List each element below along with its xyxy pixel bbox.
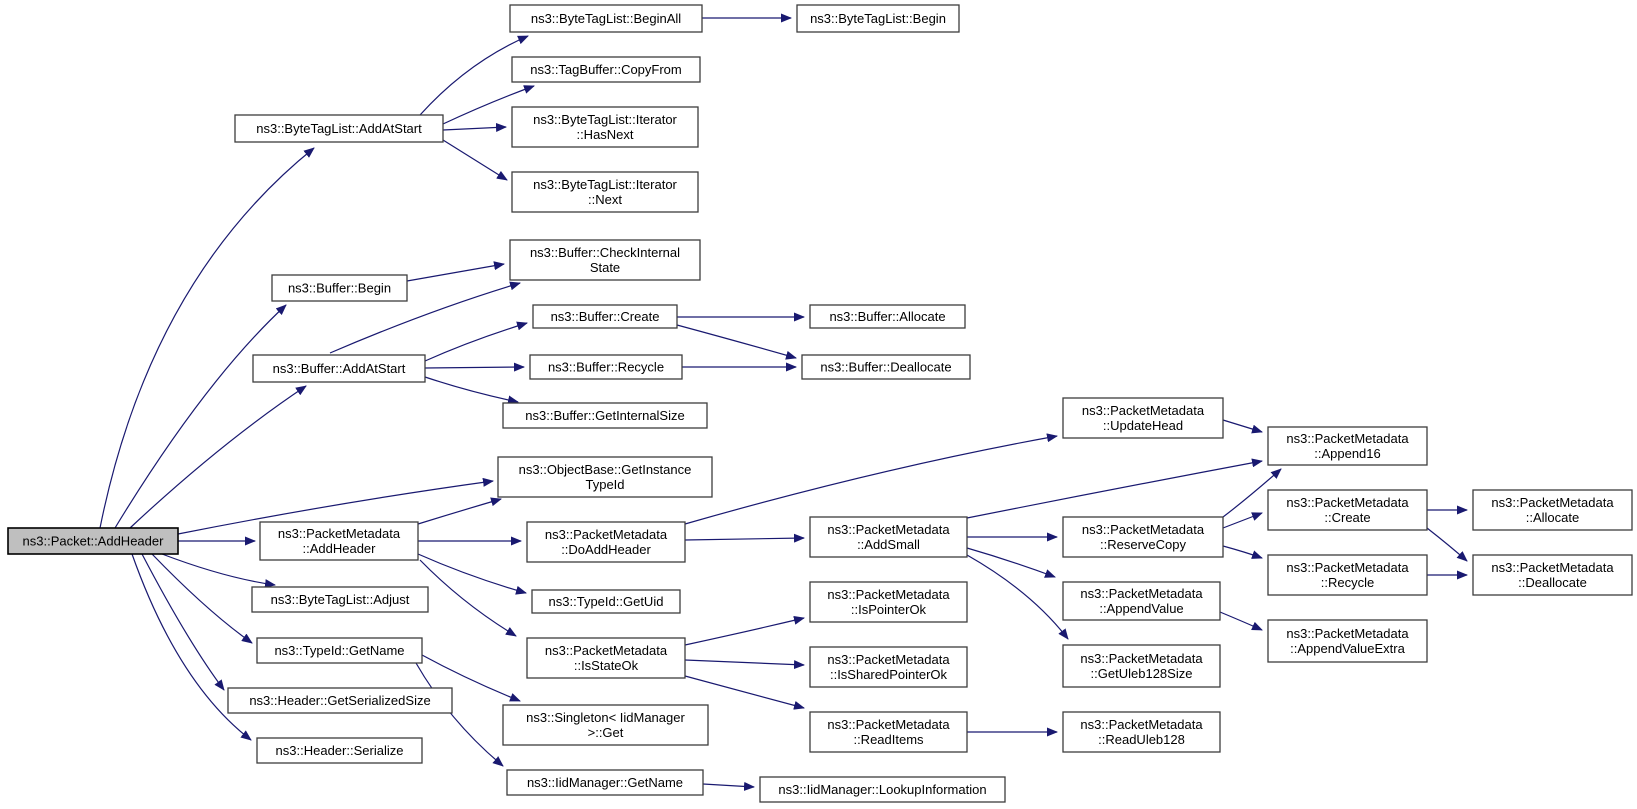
node-label-buffer-deallocate: ns3::Buffer::Deallocate <box>820 359 952 375</box>
edge-packet-addheader-buffer-addatstart <box>130 386 306 528</box>
edge-packetmetadata-updatehead-packetmetadata-append16 <box>1223 420 1262 432</box>
node-packetmetadata-isstateok[interactable] <box>527 638 685 678</box>
node-label-packetmetadata-isstateok: ns3::PacketMetadata ::IsStateOk <box>544 643 668 673</box>
node-label-singleton-iidmanager-get: ns3::Singleton< IidManager >::Get <box>526 710 685 740</box>
edge-packetmetadata-addsmall-packetmetadata-getuleb128size <box>967 555 1068 639</box>
node-label-packetmetadata-allocate: ns3::PacketMetadata ::Allocate <box>1491 495 1614 525</box>
edge-packetmetadata-addheader-packetmetadata-isstateok <box>420 560 516 636</box>
node-bytetaglist-iterator-next[interactable] <box>512 172 698 212</box>
node-label-packetmetadata-create: ns3::PacketMetadata ::Create <box>1286 495 1409 525</box>
node-packetmetadata-create[interactable] <box>1268 490 1427 530</box>
edge-packetmetadata-isstateok-packetmetadata-issharedpointerok <box>685 660 804 665</box>
node-label-bytetaglist-beginall: ns3::ByteTagList::BeginAll <box>530 11 682 26</box>
node-packetmetadata-readitems[interactable] <box>810 712 967 752</box>
node-buffer-deallocate[interactable] <box>802 355 970 379</box>
node-label-buffer-recycle: ns3::Buffer::Recycle <box>547 359 665 375</box>
node-buffer-recycle[interactable] <box>530 355 682 379</box>
node-label-packetmetadata-appendvalueextra: ns3::PacketMetadata ::AppendValueExtra <box>1286 626 1409 656</box>
edge-packetmetadata-doaddheader-packetmetadata-addsmall <box>685 538 804 540</box>
node-buffer-checkinternalstate[interactable] <box>510 240 700 280</box>
edge-packetmetadata-appendvalue-packetmetadata-appendvalueextra <box>1220 612 1262 630</box>
node-label-packetmetadata-getuleb128size: ns3::PacketMetadata ::GetUleb128Size <box>1080 651 1203 681</box>
edge-bytetaglist-addatstart-bytetaglist-iterator-next <box>443 140 507 180</box>
edge-buffer-begin-buffer-checkinternalstate <box>407 264 504 281</box>
node-label-bytetaglist-iterator-next: ns3::ByteTagList::Iterator ::Next <box>533 177 677 207</box>
node-packet-addheader[interactable] <box>8 528 178 554</box>
node-typeid-getuid[interactable] <box>532 590 680 613</box>
edge-packet-addheader-buffer-begin <box>115 305 286 528</box>
edge-packet-addheader-bytetaglist-addatstart <box>100 148 314 528</box>
edge-bytetaglist-addatstart-bytetaglist-iterator-hasnext <box>443 127 506 130</box>
node-label-bytetaglist-addatstart: ns3::ByteTagList::AddAtStart <box>256 121 422 136</box>
node-label-packetmetadata-issharedpointerok: ns3::PacketMetadata ::IsSharedPointerOk <box>827 652 950 682</box>
node-packetmetadata-addheader[interactable] <box>260 522 418 560</box>
node-label-buffer-addatstart: ns3::Buffer::AddAtStart <box>272 361 406 376</box>
node-label-packet-addheader: ns3::Packet::AddHeader <box>22 533 164 549</box>
node-packetmetadata-reservecopy[interactable] <box>1063 517 1223 557</box>
node-label-bytetaglist-begin: ns3::ByteTagList::Begin <box>810 11 946 26</box>
node-packetmetadata-append16[interactable] <box>1268 427 1427 465</box>
node-label-buffer-allocate: ns3::Buffer::Allocate <box>829 309 946 324</box>
node-label-buffer-checkinternalstate: ns3::Buffer::CheckInternal State <box>529 245 681 275</box>
node-header-serialize[interactable] <box>257 738 422 763</box>
node-typeid-getname[interactable] <box>257 638 422 663</box>
node-label-typeid-getname: ns3::TypeId::GetName <box>274 643 405 658</box>
edge-buffer-create-buffer-deallocate <box>677 325 796 358</box>
edge-buffer-addatstart-buffer-recycle <box>425 367 524 368</box>
node-label-bytetaglist-adjust: ns3::ByteTagList::Adjust <box>270 592 410 607</box>
node-packetmetadata-recycle[interactable] <box>1268 555 1427 595</box>
node-packetmetadata-readuleb128[interactable] <box>1063 712 1220 752</box>
edge-packetmetadata-reservecopy-packetmetadata-create <box>1223 513 1262 528</box>
node-label-packetmetadata-addsmall: ns3::PacketMetadata ::AddSmall <box>827 522 950 552</box>
node-label-packetmetadata-doaddheader: ns3::PacketMetadata ::DoAddHeader <box>544 527 668 557</box>
node-label-buffer-create: ns3::Buffer::Create <box>550 309 660 324</box>
edge-buffer-addatstart-buffer-getinternalsize <box>425 377 518 402</box>
node-label-iidmanager-getname: ns3::IidManager::GetName <box>526 775 684 790</box>
edge-packetmetadata-isstateok-packetmetadata-readitems <box>685 676 804 708</box>
node-label-packetmetadata-updatehead: ns3::PacketMetadata ::UpdateHead <box>1081 403 1205 433</box>
node-bytetaglist-begin[interactable] <box>797 5 959 32</box>
node-buffer-addatstart[interactable] <box>253 355 425 382</box>
node-label-header-getserializedsize: ns3::Header::GetSerializedSize <box>249 693 431 708</box>
node-packetmetadata-doaddheader[interactable] <box>527 522 685 562</box>
node-iidmanager-lookupinformation[interactable] <box>760 777 1005 802</box>
node-buffer-begin[interactable] <box>272 275 407 301</box>
edge-packetmetadata-create-packetmetadata-deallocate <box>1427 528 1467 561</box>
node-bytetaglist-beginall[interactable] <box>510 5 702 32</box>
node-packetmetadata-ispointerok[interactable] <box>810 582 967 622</box>
node-packetmetadata-appendvalue[interactable] <box>1063 582 1220 620</box>
node-singleton-iidmanager-get[interactable] <box>503 705 708 745</box>
node-bytetaglist-iterator-hasnext[interactable] <box>512 107 698 147</box>
edge-packetmetadata-addheader-objectbase-getinstancetypeid <box>418 499 501 524</box>
node-label-packetmetadata-ispointerok: ns3::PacketMetadata ::IsPointerOk <box>827 587 950 617</box>
node-packetmetadata-updatehead[interactable] <box>1063 398 1223 438</box>
edge-packet-addheader-header-getserializedsize <box>142 554 224 690</box>
edge-iidmanager-getname-iidmanager-lookupinformation <box>703 784 754 787</box>
edge-typeid-getname-iidmanager-getname <box>416 663 503 766</box>
edge-packetmetadata-reservecopy-packetmetadata-recycle <box>1223 546 1262 558</box>
node-label-iidmanager-lookupinformation: ns3::IidManager::LookupInformation <box>778 782 987 797</box>
node-objectbase-getinstancetypeid[interactable] <box>498 457 712 497</box>
node-packetmetadata-getuleb128size[interactable] <box>1063 645 1220 687</box>
node-label-bytetaglist-iterator-hasnext: ns3::ByteTagList::Iterator ::HasNext <box>533 112 677 142</box>
node-iidmanager-getname[interactable] <box>507 770 703 795</box>
node-label-buffer-getinternalsize: ns3::Buffer::GetInternalSize <box>525 408 685 423</box>
node-label-packetmetadata-reservecopy: ns3::PacketMetadata ::ReserveCopy <box>1081 522 1205 552</box>
node-packetmetadata-addsmall[interactable] <box>810 517 967 557</box>
node-label-packetmetadata-readitems: ns3::PacketMetadata ::ReadItems <box>827 717 950 747</box>
node-label-packetmetadata-readuleb128: ns3::PacketMetadata ::ReadUleb128 <box>1080 717 1203 747</box>
node-packetmetadata-deallocate[interactable] <box>1473 555 1632 595</box>
node-tagbuffer-copyfrom[interactable] <box>512 57 700 82</box>
node-buffer-create[interactable] <box>533 305 677 328</box>
node-label-packetmetadata-appendvalue: ns3::PacketMetadata ::AppendValue <box>1080 586 1203 616</box>
node-header-getserializedsize[interactable] <box>228 688 452 713</box>
node-label-packetmetadata-append16: ns3::PacketMetadata ::Append16 <box>1286 431 1409 461</box>
node-bytetaglist-adjust[interactable] <box>252 587 428 612</box>
node-label-typeid-getuid: ns3::TypeId::GetUid <box>548 594 664 609</box>
node-packetmetadata-allocate[interactable] <box>1473 490 1632 530</box>
node-label-tagbuffer-copyfrom: ns3::TagBuffer::CopyFrom <box>530 62 682 77</box>
edge-buffer-addatstart-buffer-create <box>425 323 527 361</box>
node-label-packetmetadata-recycle: ns3::PacketMetadata ::Recycle <box>1286 560 1409 590</box>
node-label-packetmetadata-deallocate: ns3::PacketMetadata ::Deallocate <box>1491 560 1614 590</box>
node-buffer-allocate[interactable] <box>810 305 965 328</box>
node-label-buffer-begin: ns3::Buffer::Begin <box>287 280 392 296</box>
node-packetmetadata-issharedpointerok[interactable] <box>810 647 967 687</box>
node-buffer-getinternalsize[interactable] <box>503 403 707 428</box>
node-packetmetadata-appendvalueextra[interactable] <box>1268 620 1427 662</box>
node-bytetaglist-addatstart[interactable] <box>235 115 443 142</box>
node-label-packetmetadata-addheader: ns3::PacketMetadata ::AddHeader <box>277 526 401 556</box>
node-label-objectbase-getinstancetypeid: ns3::ObjectBase::GetInstance TypeId <box>518 462 692 492</box>
node-label-header-serialize: ns3::Header::Serialize <box>275 743 404 758</box>
edge-packetmetadata-isstateok-packetmetadata-ispointerok <box>685 618 804 645</box>
edge-packetmetadata-addsmall-packetmetadata-append16 <box>967 461 1262 518</box>
